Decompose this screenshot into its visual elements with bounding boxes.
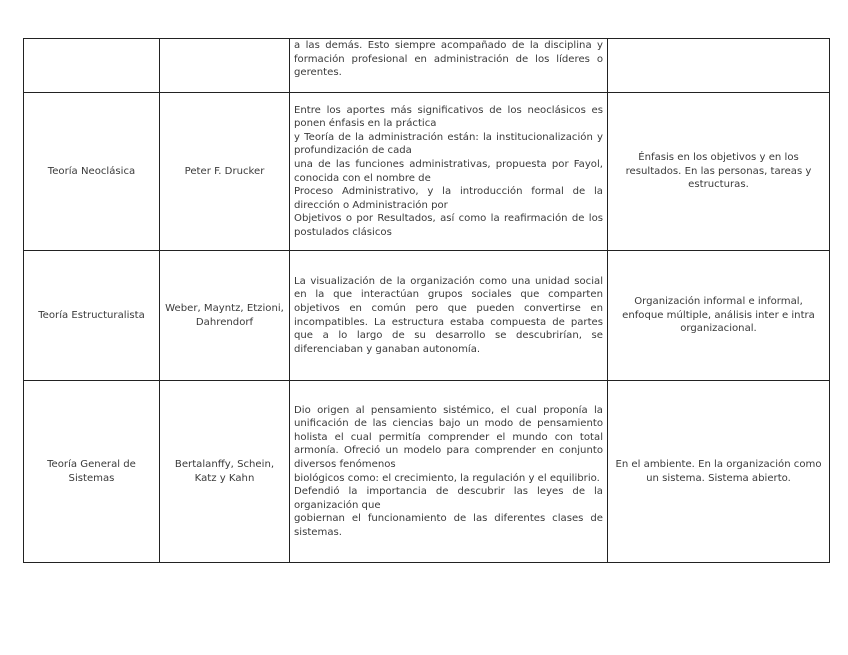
description-cell: [290, 93, 608, 251]
authors-cell: [160, 39, 290, 93]
description-paragraph: una de las funciones administrativas, propuesta por Fayol, conocida con el nombre de: [294, 158, 603, 184]
description-paragraph: y Teoría de la administración están: la institucionalización y profundización de cada: [294, 131, 603, 157]
description-paragraph: Dio origen al pensamiento sistémico, el cual proponía la unificación de las ciencias bajo un modo de pensamiento holista el cual permitía comprender el mundo con total armonía. Ofreció un modelo para comprender en conjunto diversos fenómenos: [294, 404, 603, 470]
description-paragraph: La visualización de la organización como una unidad social en la que interactúan grupos sociales que comparten objetivos en común pero que pueden convertirse en incompatibles. La estructura estaba compuesta de partes que a lo largo de su desarrollo se descubrirían, se diferenciaban y ganaban autonomía.: [294, 275, 603, 355]
description-paragraph: gobiernan el funcionamiento de las diferentes clases de sistemas.: [294, 513, 603, 538]
focus-cell: En el ambiente. En la organización como un sistema. Sistema abierto.: [608, 381, 830, 563]
table-row: [24, 251, 830, 381]
theory-cell: Teoría Neoclásica: [24, 93, 160, 251]
theory-cell: [24, 39, 160, 93]
theory-cell: Teoría Estructuralista: [24, 251, 160, 381]
table-row: [24, 39, 830, 93]
description-paragraph: a las demás. Esto siempre acompañado de la disciplina y formación profesional en administración de los líderes o gerentes.: [294, 40, 603, 79]
authors-cell: Peter F. Drucker: [160, 93, 290, 251]
focus-cell: Organización informal e informal, enfoque múltiple, análisis inter e intra organizacional.: [608, 251, 830, 381]
description-paragraph: Proceso Administrativo, y la introducción formal de la dirección o Administración por: [294, 186, 603, 211]
description-paragraph: biológicos como: el crecimiento, la regulación y el equilibrio.: [294, 472, 600, 484]
description-cell: [290, 251, 608, 381]
description-paragraph: Objetivos o por Resultados, así como la reafirmación de los postulados clásicos: [294, 213, 603, 238]
table-row: [24, 93, 830, 251]
description-cell: [290, 381, 608, 563]
description-cell: [290, 39, 608, 93]
authors-cell: Weber, Mayntz, Etzioni, Dahrendorf: [160, 251, 290, 381]
focus-cell: [608, 39, 830, 93]
authors-cell: Bertalanffy, Schein, Katz y Kahn: [160, 381, 290, 563]
theories-table: [23, 38, 830, 563]
focus-cell: Énfasis en los objetivos y en los resultados. En las personas, tareas y estructuras.: [608, 93, 830, 251]
table-row: [24, 381, 830, 563]
theory-cell: Teoría General de Sistemas: [24, 381, 160, 563]
description-paragraph: Entre los aportes más significativos de los neoclásicos es ponen énfasis en la práctica: [294, 104, 603, 130]
description-paragraph: Defendió la importancia de descubrir las leyes de la organización que: [294, 486, 603, 511]
